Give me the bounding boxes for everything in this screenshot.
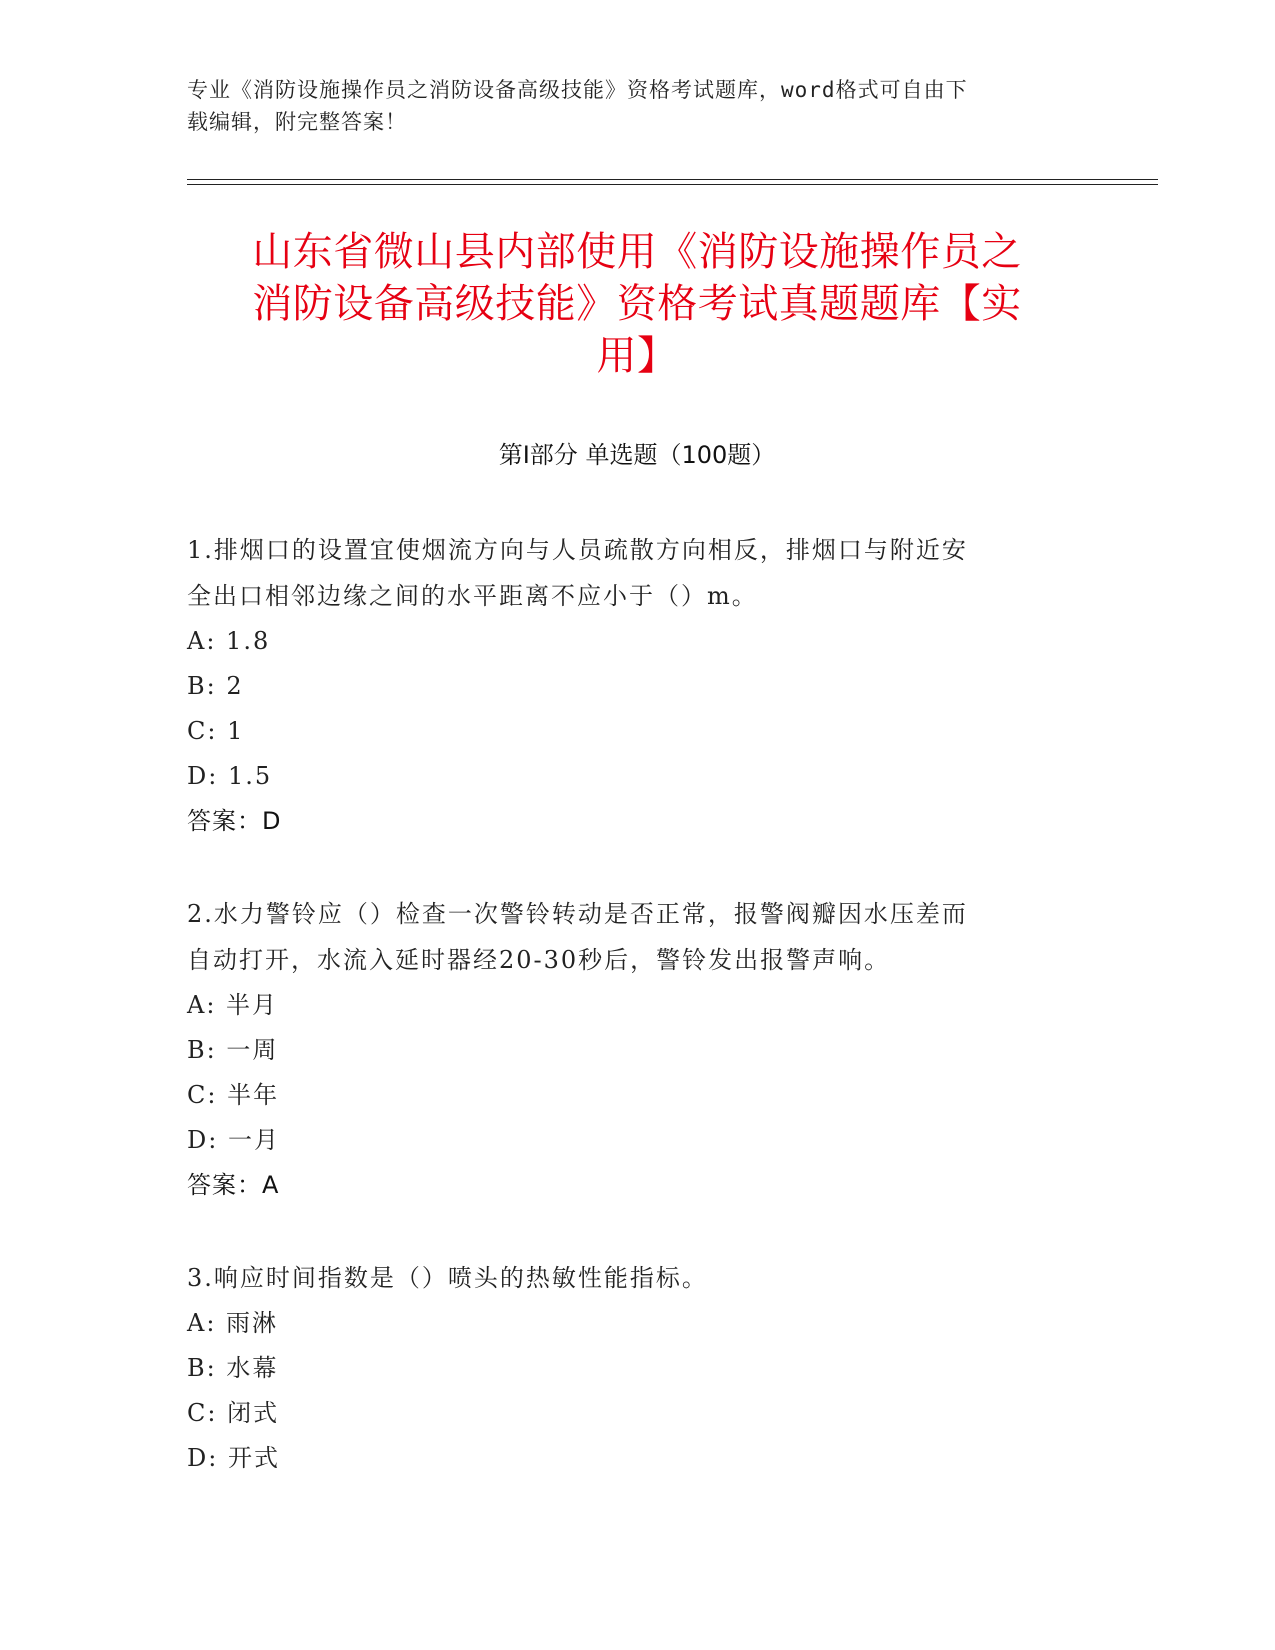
question-stem [187,527,1067,619]
page-title-line-1: 山东省微山县内部使用《消防设施操作员之 [252,229,1022,275]
answer: 答案：D [187,807,282,835]
option-d: D: 开式 [187,1444,280,1472]
question-stem-line-2: 自动打开，水流入延时器经20-30秒后，警铃发出报警声响。 [187,946,891,974]
section-title: 第Ⅰ部分 单选题（100题） [498,441,776,469]
question-stem [187,1255,1067,1301]
option-d: D: 一月 [187,1126,280,1154]
header-note [187,74,1087,138]
option-a: A: 半月 [187,991,279,1019]
page-title [187,226,1087,382]
question-stem-line-1: 2.水力警铃应（）检查一次警铃转动是否正常，报警阀瓣因水压差而 [187,900,968,928]
question-stem-line-2: 全出口相邻边缘之间的水平距离不应小于（）m。 [187,582,758,610]
question-1 [187,527,1067,844]
question-stem-line-1: 1.排烟口的设置宜使烟流方向与人员疏散方向相反，排烟口与附近安 [187,536,968,564]
page-title-line-2: 消防设备高级技能》资格考试真题题库【实 [252,281,1022,327]
option-b: B: 水幕 [187,1354,279,1382]
question-2 [187,891,1067,1208]
page-title-line-3: 用】 [596,333,678,379]
option-b: B: 2 [187,672,244,700]
question-3 [187,1255,1067,1481]
header-divider-top [187,179,1158,180]
option-c: C: 半年 [187,1081,280,1109]
question-stem-line-1: 3.响应时间指数是（）喷头的热敏性能指标。 [187,1264,708,1292]
header-divider-bottom [187,184,1158,185]
option-c: C: 闭式 [187,1399,280,1427]
option-d: D: 1.5 [187,762,273,790]
option-c: C: 1 [187,717,245,745]
header-note-line-1: 专业《消防设施操作员之消防设备高级技能》资格考试题库，word格式可自由下 [187,78,968,102]
option-b: B: 一周 [187,1036,279,1064]
option-a: A: 1.8 [187,627,271,655]
option-a: A: 雨淋 [187,1309,279,1337]
header-note-line-2: 载编辑，附完整答案！ [187,110,407,134]
answer: 答案：A [187,1171,280,1199]
question-stem [187,891,1067,983]
